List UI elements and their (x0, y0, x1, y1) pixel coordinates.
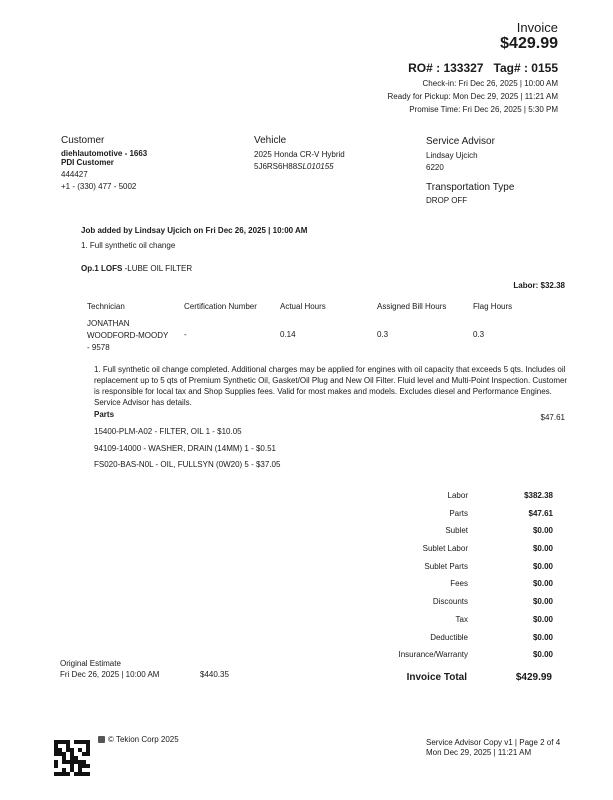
operation-line (81, 264, 192, 273)
summary-value: $0.00 (532, 597, 553, 607)
summary-value: $0.00 (532, 632, 553, 642)
table-row (87, 318, 168, 354)
summary-row (380, 491, 553, 509)
summary-row (380, 597, 553, 615)
summary-value: $47.61 (528, 508, 553, 518)
estimate-heading: Original Estimate (60, 659, 121, 668)
list-item: 94109-14000 - WASHER, DRAIN (14MM) 1 - $0.51 (94, 444, 276, 453)
vehicle-heading: Vehicle (254, 135, 287, 146)
invoice-total-label: Invoice Total (406, 672, 467, 683)
summary-value: $0.00 (532, 614, 553, 624)
checkin-time: Check-in: Fri Dec 26, 2025 | 10:00 AM (422, 79, 558, 88)
summary-label: Insurance/Warranty (398, 650, 468, 660)
tag-label: Tag# : (493, 61, 528, 75)
customer-block (61, 135, 147, 191)
summary-value: $0.00 (532, 526, 553, 536)
ro-label: RO# : (408, 61, 441, 75)
th-actual-hours: Actual Hours (280, 302, 326, 311)
summary-value: $382.38 (524, 491, 553, 500)
advisor-name: Lindsay Ujcich (426, 151, 478, 160)
technician-id: - 9578 (87, 343, 110, 352)
summary-row (380, 615, 553, 633)
summary-row (380, 544, 553, 562)
summary-label: Sublet Labor (422, 544, 468, 554)
advisor-block (426, 136, 514, 205)
printed-date: Mon Dec 29, 2025 | 11:21 AM (426, 748, 532, 757)
ro-tag-line (408, 61, 558, 75)
document-title: Invoice (516, 20, 558, 35)
parts-heading: Parts (94, 410, 115, 419)
list-item: 15400-PLM-A02 - FILTER, OIL 1 - $10.05 (94, 427, 242, 436)
advisor-heading: Service Advisor (426, 136, 495, 147)
copyright-text: © Tekion Corp 2025 (108, 735, 179, 744)
cert-value: - (184, 330, 187, 339)
summary-label: Discounts (432, 597, 468, 607)
th-certification: Certification Number (184, 302, 257, 311)
labor-subtotal: Labor: $32.38 (513, 281, 565, 290)
vehicle-vin (254, 162, 345, 171)
header-total: $429.99 (500, 35, 558, 52)
ro-number: 133327 (443, 61, 484, 75)
copyright-line (98, 735, 179, 744)
th-technician: Technician (87, 302, 125, 311)
summary-value: $0.00 (532, 579, 553, 589)
customer-type: PDI Customer (61, 158, 114, 167)
estimate-amount: $440.35 (200, 670, 229, 679)
transport-heading: Transportation Type (426, 182, 515, 193)
job-notes: 1. Full synthetic oil change completed. Additional charges may be applied for engines with oil capacity that exceeds 5 qts. Includes oil replacement up to 5 qts of Premium Synthetic Oil, Gasket/Oil Plug and New Oil Filter. Fluid level and Multi-Point Inspection. Customer is responsible for local tax and Shop Supplies fees. Valid for most makes and models. Excludes diesel and Performance Engines. Service Advisor has details. (94, 365, 568, 407)
summary-label: Fees (450, 579, 468, 589)
flag-hours-value: 0.3 (473, 330, 485, 339)
promise-time: Promise Time: Fri Dec 26, 2025 | 5:30 PM (409, 105, 558, 114)
customer-number: 444427 (61, 170, 88, 179)
vin-prefix: 5J6RS6H88 (254, 162, 298, 171)
summary-label: Labor (447, 491, 468, 500)
operation-description: -LUBE OIL FILTER (124, 264, 193, 273)
technician-name-2: WOODFORD-MOODY (87, 331, 169, 340)
invoice-total-value: $429.99 (515, 672, 552, 683)
qr-code (54, 740, 90, 776)
summary-row (380, 526, 553, 544)
job-title: 1. Full synthetic oil change (81, 241, 176, 250)
estimate-date: Fri Dec 26, 2025 | 10:00 AM (60, 670, 160, 679)
list-item: FS020-BAS-N0L - OIL, FULLSYN (0W20) 5 - $37.05 (94, 460, 281, 469)
summary-label: Deductible (430, 632, 468, 642)
summary-row (380, 509, 553, 527)
ready-time: Ready for Pickup: Mon Dec 29, 2025 | 11:21 AM (387, 92, 558, 101)
summary-value: $0.00 (532, 650, 553, 660)
summary-label: Parts (449, 508, 468, 518)
customer-phone: +1 - (330) 477 - 5002 (61, 182, 137, 191)
summary-row (380, 562, 553, 580)
summary-label: Tax (455, 614, 468, 624)
actual-hours-value: 0.14 (280, 330, 296, 339)
tag-number: 0155 (531, 61, 558, 75)
transport-value: DROP OFF (426, 196, 468, 205)
summary-row (380, 650, 553, 668)
customer-heading: Customer (61, 135, 105, 146)
summary-row (380, 633, 553, 651)
summary-label: Sublet Parts (424, 561, 468, 571)
advisor-id: 6220 (426, 163, 444, 172)
job-added-line: Job added by Lindsay Ujcich on Fri Dec 26, 2025 | 10:00 AM (81, 226, 308, 235)
summary-row (380, 579, 553, 597)
vehicle-block (254, 135, 345, 171)
th-flag-hours: Flag Hours (473, 302, 513, 311)
parts-subtotal: $47.61 (540, 413, 565, 422)
summary-value: $0.00 (532, 544, 553, 554)
customer-name: diehlautomotive - 1663 (61, 149, 148, 158)
technician-name-1: JONATHAN (87, 319, 130, 328)
summary-value: $0.00 (532, 561, 553, 571)
totals-summary (380, 491, 553, 668)
vin-suffix: SL010155 (297, 162, 334, 171)
assigned-hours-value: 0.3 (377, 330, 389, 339)
copy-info: Service Advisor Copy v1 | Page 2 of 4 (426, 738, 561, 747)
summary-label: Sublet (445, 526, 468, 536)
tekion-logo-icon (98, 736, 105, 743)
operation-code: Op.1 LOFS (81, 264, 123, 273)
vehicle-model: 2025 Honda CR-V Hybrid (254, 150, 345, 159)
th-assigned-hours: Assigned Bill Hours (377, 302, 447, 311)
